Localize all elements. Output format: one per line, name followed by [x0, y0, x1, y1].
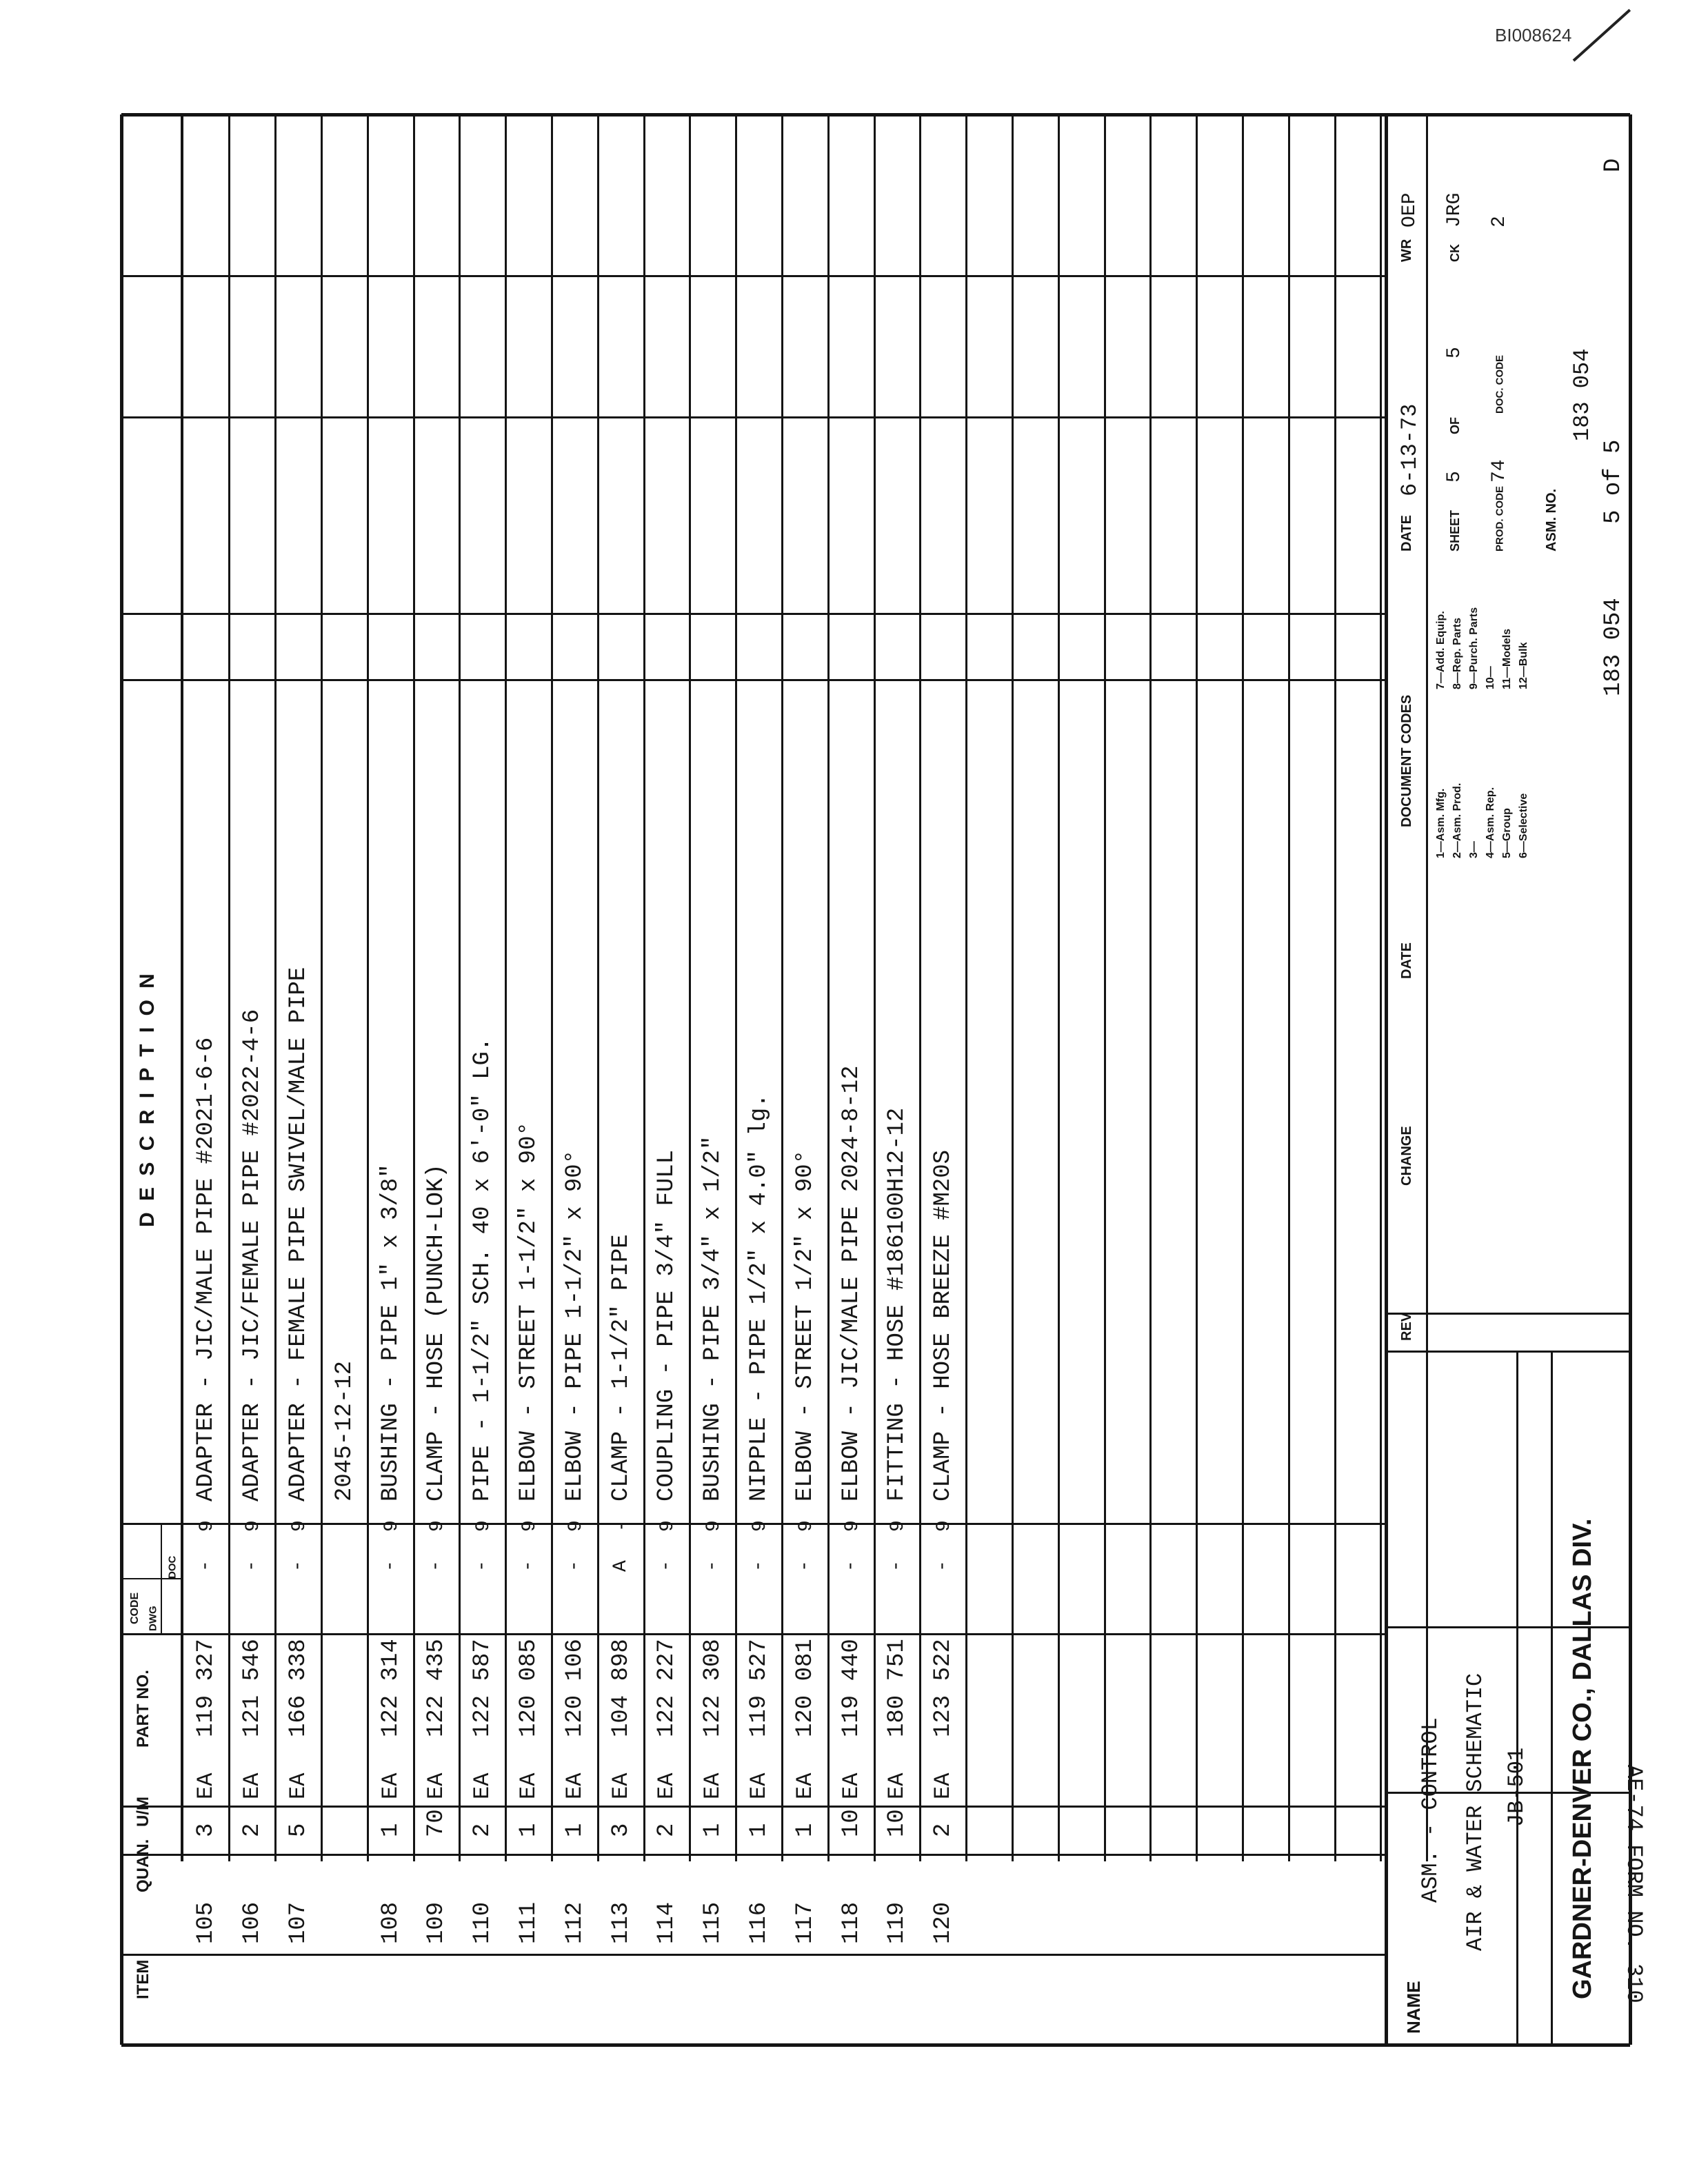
doc-code-cell: 9: [795, 1520, 817, 1532]
dwg-code-cell: -: [840, 1560, 862, 1572]
um-cell: EA: [561, 1772, 587, 1799]
quan-cell: 3: [193, 1823, 220, 1837]
part-no-cell: 120 106: [561, 1639, 588, 1737]
quan-cell: 1: [792, 1823, 818, 1837]
doc-code-cell: 9: [381, 1520, 403, 1532]
doc-code-cell: 9: [473, 1520, 495, 1532]
doc-page-header: 5 of 5: [1600, 439, 1627, 524]
sheet-value: 5: [1444, 471, 1465, 483]
item-cell: 116: [746, 1901, 772, 1944]
row-divider: [689, 114, 691, 1861]
quan-cell: 70: [423, 1809, 450, 1837]
quan-cell: 2: [239, 1823, 266, 1837]
description-cell: ADAPTER - JIC/FEMALE PIPE #2022-4-6: [239, 1009, 266, 1502]
frame-left: [120, 114, 123, 2045]
frame-right: [1629, 114, 1632, 2045]
dwg-code-cell: -: [425, 1560, 448, 1572]
row-divider: [1288, 114, 1290, 1861]
part-no-cell: 119 440: [838, 1639, 865, 1737]
row-divider: [1149, 114, 1152, 1861]
part-no-cell: 120 081: [792, 1639, 818, 1737]
doc-code-cell: -: [611, 1520, 633, 1532]
doc-code-item: 12—Bulk: [1518, 642, 1529, 689]
col-line-quan: [121, 1854, 1386, 1856]
col-line-a: [121, 613, 1386, 615]
part-no-cell: 104 898: [607, 1639, 634, 1737]
part-no-cell: 123 522: [930, 1639, 957, 1737]
description-cell: ELBOW - STREET 1-1/2" x 90°: [516, 1122, 542, 1502]
col-line-item: [121, 1954, 1386, 1956]
row-divider: [643, 114, 645, 1861]
row-divider: [1058, 114, 1060, 1861]
doc-code-item: 10—: [1485, 666, 1496, 689]
dwg-code-cell: -: [195, 1560, 217, 1572]
doc-code-cell: 9: [519, 1520, 541, 1532]
part-no-cell: 119 527: [746, 1639, 772, 1737]
dwg-code-cell: -: [702, 1560, 724, 1572]
um-cell: EA: [930, 1772, 956, 1799]
row-divider: [551, 114, 553, 1861]
item-cell: 114: [654, 1901, 681, 1944]
doc-code-cell: 9: [887, 1520, 910, 1532]
col-line-c: [121, 275, 1386, 277]
row-divider: [321, 114, 323, 1861]
prod-code-value: 74: [1489, 459, 1510, 483]
description-cell: CLAMP - HOSE BREEZE #M20S: [930, 1149, 957, 1502]
bates-number: BI008624: [1495, 25, 1572, 46]
um-cell: EA: [607, 1772, 634, 1799]
row-divider: [459, 114, 461, 1861]
quan-cell: 1: [377, 1823, 404, 1837]
date-field-label: DATE: [1399, 515, 1414, 552]
quan-cell: 3: [607, 1823, 634, 1837]
row-divider: [228, 114, 230, 1861]
description-cell: ADAPTER - JIC/MALE PIPE #2021-6-6: [193, 1037, 220, 1502]
frame-bottom: [121, 2043, 1630, 2047]
company-name: GARDNER-DENVER CO., DALLAS DIV.: [1568, 1518, 1597, 1999]
sheet-label: SHEET: [1448, 509, 1462, 552]
col-header-um: U/M: [134, 1797, 152, 1827]
quan-cell: 2: [470, 1823, 496, 1837]
name-line-3: JB-501: [1504, 1747, 1529, 1827]
part-no-cell: 166 338: [285, 1639, 312, 1737]
quan-cell: 1: [516, 1823, 542, 1837]
um-cell: EA: [884, 1772, 910, 1799]
dwg-code-cell: -: [886, 1560, 908, 1572]
col-line-um: [121, 1806, 1386, 1808]
titleblock-mid1: [1516, 1351, 1518, 2045]
um-cell: EA: [654, 1772, 680, 1799]
col-line-part: [121, 1633, 1386, 1635]
doc-code-item: 4—Asm. Rep.: [1485, 787, 1496, 858]
item-cell: 118: [838, 1901, 865, 1944]
doc-code-item: 5—Group: [1501, 808, 1513, 858]
description-cell: ELBOW - STREET 1/2" x 90°: [792, 1149, 818, 1502]
quan-cell: 1: [700, 1823, 727, 1837]
part-no-cell: 122 314: [377, 1639, 404, 1737]
dwg-code-cell: -: [288, 1560, 309, 1572]
um-cell: EA: [470, 1772, 496, 1799]
doc-code-label: DOC. CODE: [1494, 354, 1506, 414]
doc-code-item: 8—Rep. Parts: [1451, 617, 1463, 689]
titleblock-mid2: [1551, 1351, 1553, 2045]
doc-code-item: 9—Purch. Parts: [1468, 607, 1480, 689]
doc-code-cell: 9: [565, 1520, 587, 1532]
part-no-cell: 119 327: [193, 1639, 220, 1737]
dwg-code-cell: -: [794, 1560, 816, 1572]
corner-check-mark: [1573, 9, 1631, 62]
item-cell: 105: [193, 1901, 220, 1944]
part-no-cell: 122 308: [700, 1639, 727, 1737]
description-cell: CLAMP - HOSE (PUNCH-LOK): [423, 1164, 450, 1502]
doc-code-cell: 9: [197, 1520, 219, 1532]
um-cell: EA: [516, 1772, 541, 1799]
row-divider: [735, 114, 737, 1861]
um-cell: EA: [193, 1772, 219, 1799]
row-divider: [1104, 114, 1106, 1861]
dwg-code-cell: -: [379, 1560, 401, 1572]
part-no-cell: 122 435: [423, 1639, 450, 1737]
description-cell: ELBOW - PIPE 1-1/2" x 90°: [561, 1149, 588, 1502]
col-line-b: [121, 416, 1386, 418]
doc-code-cell: 9: [750, 1520, 771, 1532]
date-col-label: DATE: [1399, 942, 1414, 979]
col-header-quan: QUAN.: [134, 1839, 152, 1892]
wr-label: WR: [1399, 239, 1414, 262]
um-cell: EA: [423, 1772, 450, 1799]
item-cell: 117: [792, 1901, 818, 1944]
col-header-item: ITEM: [134, 1959, 152, 1999]
part-no-cell: 120 085: [516, 1639, 542, 1737]
doc-code-item: 6—Selective: [1518, 793, 1529, 858]
quan-cell: 10: [838, 1809, 865, 1837]
rev-label: REV: [1399, 1312, 1414, 1341]
description-cell: CLAMP - 1-1/2" PIPE: [607, 1234, 634, 1502]
row-divider: [274, 114, 277, 1861]
col-line-desc-end: [121, 679, 1386, 681]
dwg-code-cell: -: [932, 1560, 954, 1572]
dwg-code-cell: -: [563, 1560, 585, 1572]
description-cell: 2045-12-12: [331, 1360, 358, 1502]
item-cell: 107: [285, 1901, 312, 1944]
um-cell: EA: [377, 1772, 403, 1799]
doc-number-header: 183 054: [1600, 598, 1627, 696]
um-cell: EA: [792, 1772, 818, 1799]
doc-code-item: 2—Asm. Prod.: [1451, 782, 1463, 858]
row-divider: [781, 114, 783, 1861]
um-cell: EA: [700, 1772, 726, 1799]
doc-code-cell: 9: [657, 1520, 679, 1532]
um-cell: EA: [285, 1772, 311, 1799]
description-cell: ELBOW - JIC/MALE PIPE 2024-8-12: [838, 1065, 865, 1502]
doc-code-cell: 9: [289, 1520, 310, 1532]
date-value: 6-13-73: [1397, 403, 1423, 496]
item-cell: 112: [561, 1901, 588, 1944]
tb-h1: [1386, 1351, 1630, 1353]
header-divider: [181, 114, 183, 1861]
doc-code-item: 3—: [1468, 841, 1480, 858]
doc-code-cell: 9: [934, 1520, 956, 1532]
ck-label: CK: [1448, 244, 1462, 262]
col-header-part-no: PART NO.: [134, 1670, 152, 1748]
tb-h4: [1386, 1313, 1630, 1315]
row-divider: [597, 114, 599, 1861]
description-cell: PIPE - 1-1/2" SCH. 40 x 6'-0" LG.: [470, 1037, 496, 1502]
dwg-code-cell: -: [656, 1560, 678, 1572]
quan-cell: 2: [930, 1823, 957, 1837]
doc-code-value: 2: [1489, 216, 1510, 228]
dwg-code-cell: -: [241, 1560, 263, 1572]
doc-code-cell: 9: [427, 1520, 449, 1532]
titleblock-left: [1385, 114, 1388, 2045]
row-divider: [413, 114, 415, 1861]
row-divider: [1426, 114, 1428, 1861]
name-label: NAME: [1403, 1981, 1424, 2034]
item-cell: 115: [700, 1901, 727, 1944]
name-line-1: ASM. - CONTROL: [1418, 1717, 1443, 1903]
row-divider: [505, 114, 507, 1861]
um-cell: EA: [239, 1772, 265, 1799]
col-header-description: D E S C R I P T I O N: [136, 971, 159, 1227]
of-value: 5: [1444, 347, 1465, 358]
doc-code-cell: 9: [703, 1520, 725, 1532]
prod-code-label: PROD. CODE: [1494, 485, 1506, 552]
ck-value: JRG: [1444, 192, 1465, 228]
quan-cell: 10: [884, 1809, 911, 1837]
description-cell: FITTING - HOSE #186100H12-12: [884, 1107, 911, 1502]
row-divider: [874, 114, 876, 1861]
quan-cell: 2: [654, 1823, 681, 1837]
frame-top: [121, 113, 1630, 117]
col-header-code: CODE: [129, 1592, 141, 1624]
name-line-2: AIR & WATER SCHEMATIC: [1463, 1672, 1488, 1951]
wr-value: OEP: [1399, 192, 1420, 228]
item-cell: 106: [239, 1901, 266, 1944]
description-cell: NIPPLE - PIPE 1/2" x 4.0" lg.: [746, 1093, 772, 1502]
asm-no-value: 183 054: [1569, 348, 1595, 441]
form-number: AE-74 FORM NO. 310: [1621, 1765, 1647, 2003]
dwg-code-cell: -: [518, 1560, 539, 1572]
um-cell: EA: [838, 1772, 864, 1799]
doc-codes-label: DOCUMENT CODES: [1399, 694, 1414, 827]
description-cell: COUPLING - PIPE 3/4" FULL: [654, 1149, 681, 1502]
col-header-doc: DOC: [166, 1555, 179, 1579]
part-no-cell: 121 546: [239, 1639, 266, 1737]
item-cell: 113: [607, 1901, 634, 1944]
description-cell: ADAPTER - FEMALE PIPE SWIVEL/MALE PIPE: [285, 967, 312, 1502]
item-cell: 111: [516, 1901, 542, 1944]
dwg-code-cell: -: [472, 1560, 494, 1572]
um-cell: EA: [746, 1772, 772, 1799]
item-cell: 110: [470, 1901, 496, 1944]
item-cell: 108: [377, 1901, 404, 1944]
row-divider: [1380, 114, 1382, 1861]
doc-code-item: 7—Add. Equip.: [1435, 611, 1447, 689]
doc-corner-letter: D: [1600, 158, 1627, 172]
row-divider: [827, 114, 830, 1861]
row-divider: [919, 114, 921, 1861]
item-cell: 109: [423, 1901, 450, 1944]
item-cell: 120: [930, 1901, 957, 1944]
doc-code-item: 11—Models: [1501, 628, 1513, 689]
row-divider: [1196, 114, 1198, 1861]
quan-cell: 5: [285, 1823, 312, 1837]
doc-code-item: 1—Asm. Mfg.: [1435, 788, 1447, 858]
doc-code-cell: 9: [841, 1520, 863, 1532]
quan-cell: 1: [561, 1823, 588, 1837]
asm-no-label: ASM. NO.: [1544, 488, 1559, 552]
part-no-cell: 122 587: [470, 1639, 496, 1737]
row-divider: [1012, 114, 1014, 1861]
part-no-cell: 122 227: [654, 1639, 681, 1737]
row-divider: [1242, 114, 1244, 1861]
doc-code-cell: 9: [243, 1520, 265, 1532]
part-no-cell: 180 751: [884, 1639, 911, 1737]
row-divider: [367, 114, 369, 1861]
description-cell: BUSHING - PIPE 3/4" x 1/2": [700, 1135, 727, 1502]
item-cell: 119: [884, 1901, 911, 1944]
of-label: OF: [1448, 417, 1462, 434]
quan-cell: 1: [746, 1823, 772, 1837]
row-divider: [1334, 114, 1336, 1861]
dwg-code-cell: A: [610, 1560, 632, 1572]
dwg-code-cell: -: [748, 1560, 770, 1572]
description-cell: BUSHING - PIPE 1" x 3/8": [377, 1164, 404, 1502]
row-divider: [965, 114, 967, 1861]
col-header-dwg: DWG: [147, 1606, 159, 1631]
change-label: CHANGE: [1399, 1126, 1414, 1186]
